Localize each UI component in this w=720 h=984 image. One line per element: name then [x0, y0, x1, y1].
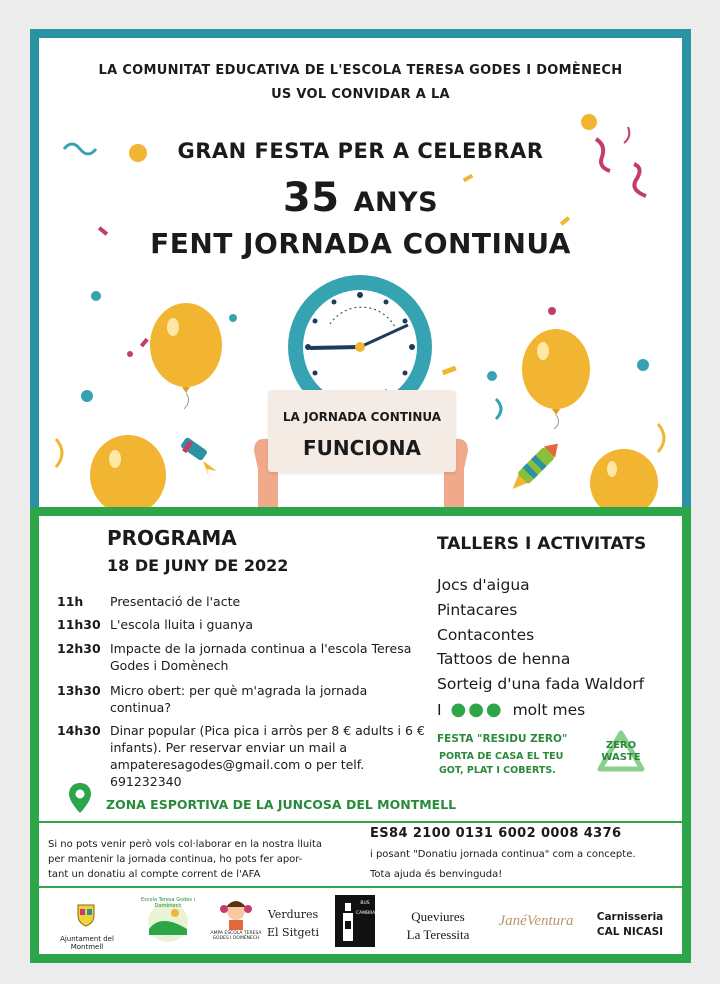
festa-line-2: PORTA DE CASA EL TEU — [439, 751, 564, 762]
programa-title: PROGRAMA — [107, 526, 237, 550]
donation-left-line-2: per mantenir la jornada continua, ho pots fer apor- — [48, 854, 303, 865]
verdures-line-2: El Sitgeti — [266, 926, 319, 939]
schedule-text: Impacte de la jornada continua a l'escola Teresa Godes i Domènech — [110, 641, 412, 673]
festa-title: FESTA "RESIDU ZERO" — [437, 733, 568, 745]
verdures-line-1: Verdures — [267, 908, 319, 921]
queviures-line-2: La Teressita — [406, 927, 470, 942]
festa-line-3: GOT, PLAT I COBERTS. — [439, 765, 556, 776]
activity-item: Sorteig d'una fada Waldorf — [437, 675, 645, 693]
headline-number: 35 — [282, 175, 340, 221]
bus-label: BUS — [360, 901, 370, 906]
activity-more-suffix: molt mes — [512, 701, 586, 719]
donation-left-line-1: Si no pots venir però vols col·laborar en la nostra lluita — [48, 839, 323, 850]
intro-line-1: LA COMUNITAT EDUCATIVA DE L'ESCOLA TERESA GODES I DOMÈNECH — [98, 63, 623, 78]
ampa-logo-icon — [216, 897, 256, 931]
divider-top — [39, 821, 682, 823]
schedule-text: Presentació de l'acte — [110, 594, 241, 609]
dots-icon: ●●● — [450, 699, 504, 720]
activity-item: Jocs d'aigua — [437, 576, 530, 594]
location-pin-icon — [68, 782, 92, 814]
zero-label: ZERO — [605, 740, 637, 751]
schedule-time: 11h30 — [57, 617, 101, 632]
ampa-label: AMPA ESCOLA TERESA GODES I DOMÈNECH — [210, 931, 262, 941]
schedule-time: 12h30 — [57, 641, 101, 656]
sign-line-2: FUNCIONA — [303, 436, 421, 460]
zero-waste-badge — [593, 740, 649, 764]
donation-right-line-2: Tota ajuda és benvinguda! — [370, 869, 503, 880]
activity-item: Tattoos de henna — [437, 650, 571, 668]
escola-label: Escola Teresa Godes i Domènech — [141, 897, 195, 909]
cambra-label: CAMBRA — [356, 911, 376, 916]
donation-left-line-3: tant un donatiu al compte corrent de l'AFA — [48, 869, 261, 880]
schedule-time: 11h — [57, 594, 84, 609]
iban-number: ES84 2100 0131 6002 0008 4376 — [370, 826, 622, 841]
activity-item: Contacontes — [437, 626, 535, 644]
schedule-time: 14h30 — [57, 723, 101, 738]
schedule-text: L'escola lluita i guanya — [110, 617, 254, 632]
jane-ventura-logo: JanéVentura — [498, 913, 574, 929]
divider-bottom — [39, 886, 682, 888]
ajuntament-label: Ajuntament del Montmell — [60, 935, 114, 951]
top-frame — [30, 29, 691, 507]
queviures-line-1: Queviures — [411, 909, 465, 924]
schedule-text: Dinar popular (Pica pica i arròs per 8 € adults i 6 € infants). Per reservar enviar un mail a ampateresagodes@gmail.com o per telf. 691232340 — [110, 723, 425, 789]
headline-line-1: GRAN FESTA PER A CELEBRAR — [177, 139, 544, 163]
poster — [30, 29, 691, 963]
ajuntament-shield-icon — [76, 903, 96, 927]
location-text: ZONA ESPORTIVA DE LA JUNCOSA DEL MONTMELL — [106, 797, 457, 812]
carnisseria-line-1: Carnisseria — [596, 911, 664, 923]
headline-line-3: FENT JORNADA CONTINUA — [150, 227, 571, 260]
carnisseria-line-2: CAL NICASI — [596, 926, 664, 938]
intro-line-2: US VOL CONVIDAR A LA — [271, 87, 450, 102]
activity-more-prefix: I — [437, 701, 442, 719]
tallers-title: TALLERS I ACTIVITATS — [437, 534, 647, 554]
bottle-icon — [340, 901, 356, 943]
activity-item: Pintacares — [437, 601, 518, 619]
headline-anys: ANYS — [353, 187, 439, 218]
donation-right-line-1: i posant "Donatiu jornada continua" com a concepte. — [370, 849, 636, 860]
schedule-time: 13h30 — [57, 683, 101, 698]
programa-date: 18 DE JUNY DE 2022 — [107, 556, 289, 575]
activity-more — [437, 699, 585, 720]
sign-line-1: LA JORNADA CONTINUA — [282, 410, 442, 424]
waste-label: WASTE — [601, 752, 641, 763]
schedule-text: Micro obert: per què m'agrada la jornada continua? — [110, 683, 368, 715]
